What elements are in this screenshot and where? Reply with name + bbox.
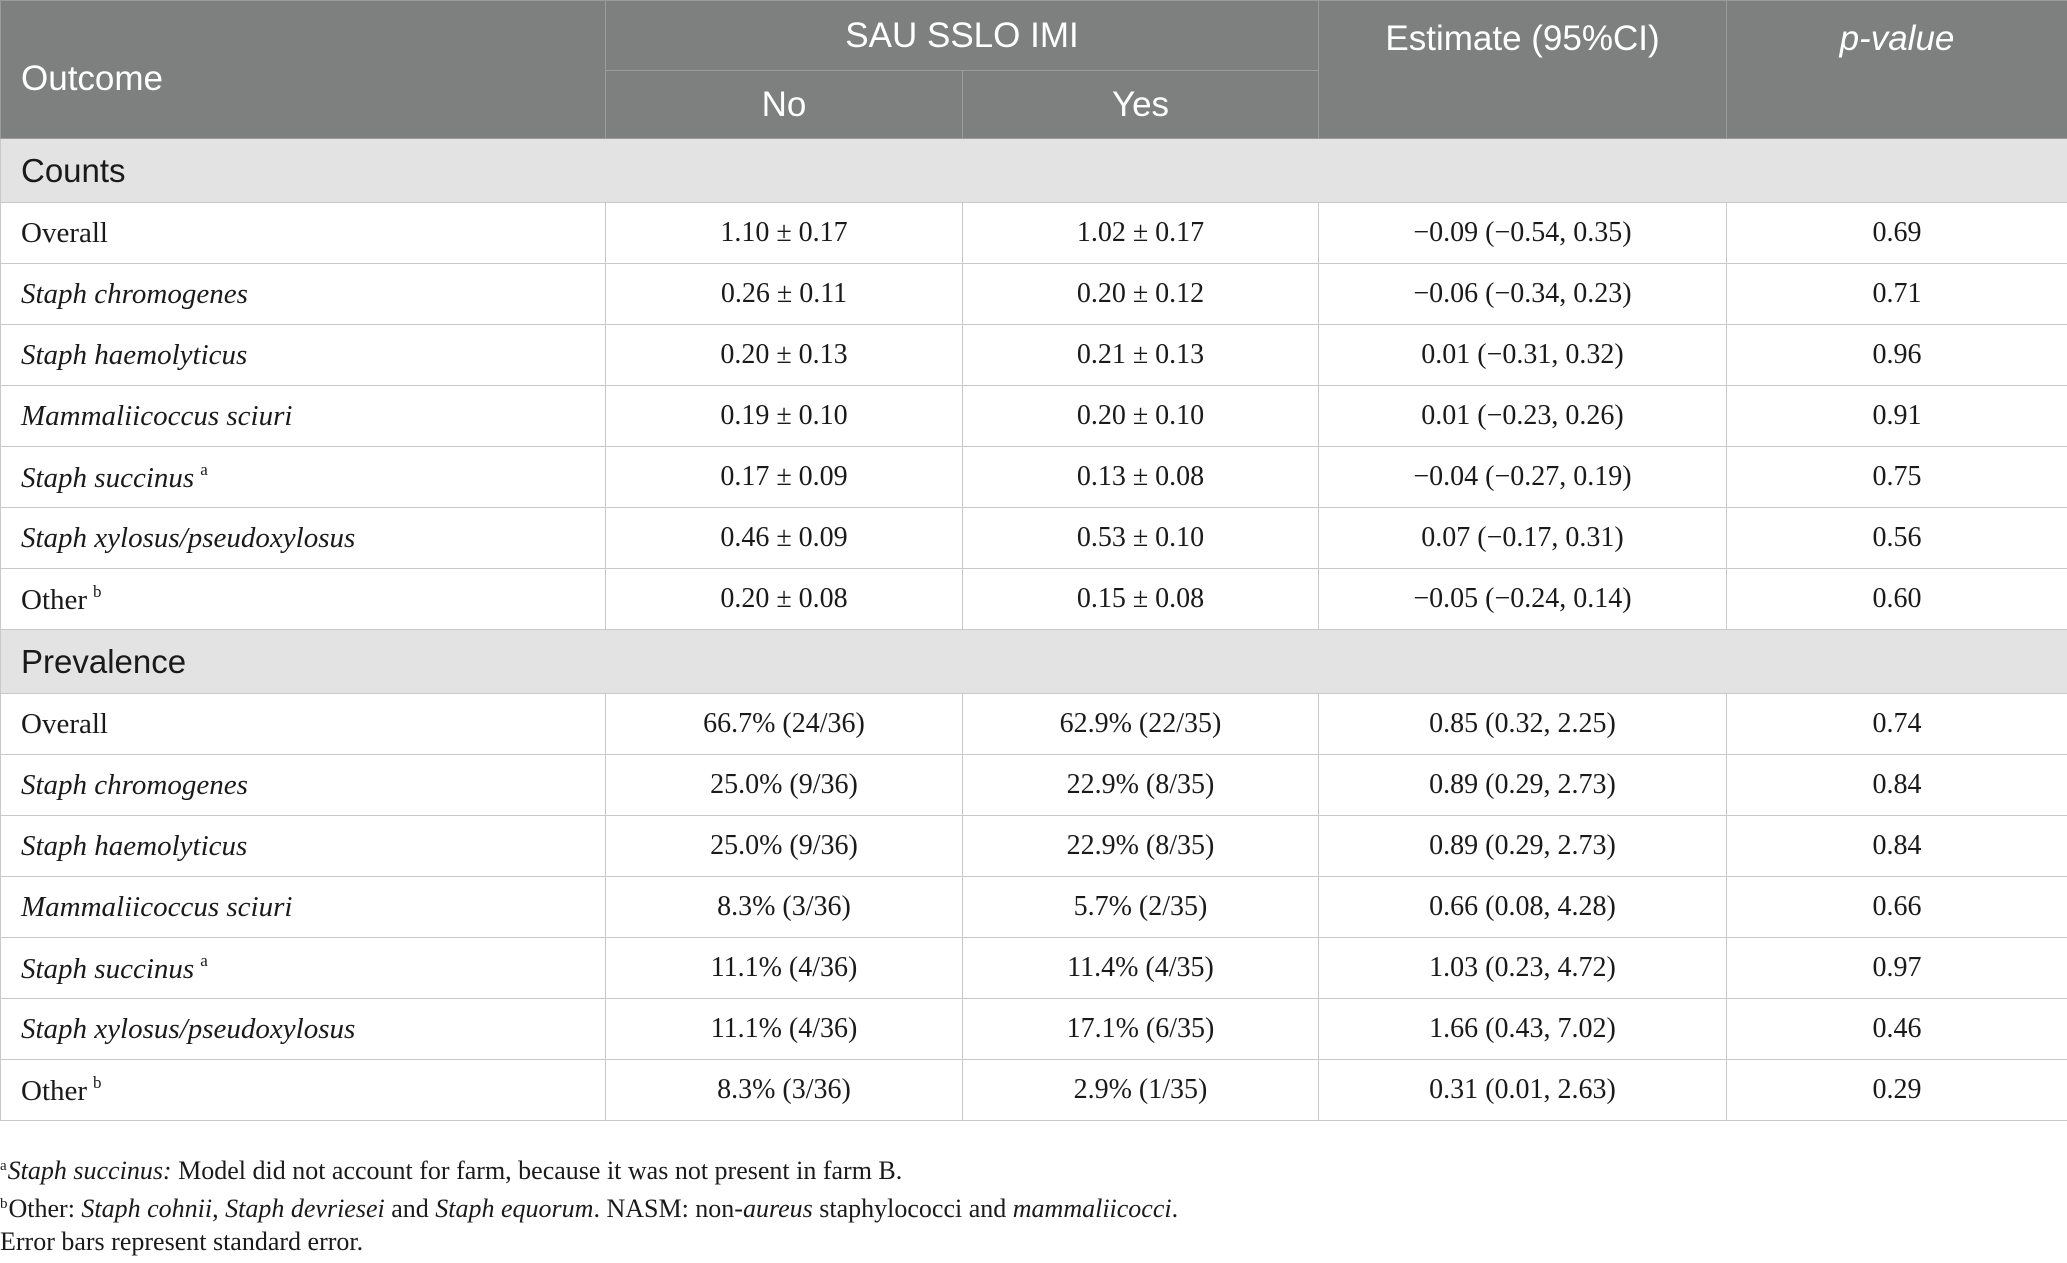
cell-yes: 0.20 ± 0.12 [963, 264, 1319, 325]
cell-estimate: −0.09 (−0.54, 0.35) [1319, 203, 1727, 264]
table-row [1, 877, 2067, 938]
header-yes: Yes [963, 71, 1319, 139]
header-pvalue: p-value [1727, 1, 2067, 139]
table-row [1, 569, 2067, 630]
table-row [1, 264, 2067, 325]
cell-yes: 62.9% (22/35) [963, 694, 1319, 755]
cell-yes: 11.4% (4/35) [963, 938, 1319, 999]
table-row [1, 694, 2067, 755]
footnote-marker: b [93, 1072, 102, 1092]
cell-estimate: −0.04 (−0.27, 0.19) [1319, 447, 1727, 508]
footnote-marker: a [200, 459, 208, 479]
footnote-a: $^a$Staph succinus: Model did not account for farm, because it was not present in farm B. [0, 1156, 903, 1185]
section-title: Counts [1, 139, 2067, 203]
table-row [1, 999, 2067, 1060]
cell-pvalue: 0.91 [1727, 386, 2067, 447]
cell-pvalue: 0.71 [1727, 264, 2067, 325]
cell-yes: 17.1% (6/35) [963, 999, 1319, 1060]
cell-yes: 0.53 ± 0.10 [963, 508, 1319, 569]
cell-pvalue: 0.97 [1727, 938, 2067, 999]
cell-yes: 22.9% (8/35) [963, 816, 1319, 877]
table-row [1, 203, 2067, 264]
cell-no: 0.46 ± 0.09 [606, 508, 963, 569]
cell-estimate: 0.31 (0.01, 2.63) [1319, 1060, 1727, 1121]
cell-no: 0.20 ± 0.13 [606, 325, 963, 386]
row-label: Overall [1, 694, 606, 755]
table-header [1, 1, 2067, 139]
table-row [1, 447, 2067, 508]
cell-no: 25.0% (9/36) [606, 755, 963, 816]
header-outcome: Outcome [1, 1, 606, 139]
footnotes [0, 1147, 1178, 1261]
cell-yes: 1.02 ± 0.17 [963, 203, 1319, 264]
cell-no: 0.26 ± 0.11 [606, 264, 963, 325]
row-label: Other $^b$ [1, 569, 606, 630]
row-label: Staph succinus $^a$ [1, 447, 606, 508]
header-estimate: Estimate (95%CI) [1319, 1, 1727, 139]
cell-estimate: −0.05 (−0.24, 0.14) [1319, 569, 1727, 630]
table-row [1, 325, 2067, 386]
row-label: Staph chromogenes [1, 755, 606, 816]
section-header [1, 630, 2067, 694]
cell-no: 0.17 ± 0.09 [606, 447, 963, 508]
footnote-marker: b [93, 581, 102, 601]
cell-no: 0.20 ± 0.08 [606, 569, 963, 630]
cell-pvalue: 0.74 [1727, 694, 2067, 755]
row-label: Other $^b$ [1, 1060, 606, 1121]
table-row [1, 755, 2067, 816]
cell-pvalue: 0.84 [1727, 816, 2067, 877]
table-row [1, 508, 2067, 569]
row-label: Mammaliicoccus sciuri [1, 877, 606, 938]
cell-yes: 0.13 ± 0.08 [963, 447, 1319, 508]
cell-yes: 5.7% (2/35) [963, 877, 1319, 938]
footnote-marker: a [200, 950, 208, 970]
cell-yes: 22.9% (8/35) [963, 755, 1319, 816]
cell-pvalue: 0.46 [1727, 999, 2067, 1060]
header-group: SAU SSLO IMI [606, 1, 1319, 71]
row-label: Staph xylosus/pseudoxylosus [1, 508, 606, 569]
table-row [1, 386, 2067, 447]
cell-estimate: 0.89 (0.29, 2.73) [1319, 755, 1727, 816]
footnote-c: Error bars represent standard error. [0, 1227, 364, 1256]
table-row [1, 1060, 2067, 1121]
cell-estimate: 0.66 (0.08, 4.28) [1319, 877, 1727, 938]
cell-yes: 0.21 ± 0.13 [963, 325, 1319, 386]
header-no: No [606, 71, 963, 139]
cell-pvalue: 0.66 [1727, 877, 2067, 938]
footnote-b: $^b$Other: Staph cohnii, Staph devriesei and Staph equorum. NASM: non-aureus staphylococci and mammaliicocci. [0, 1194, 1179, 1223]
cell-pvalue: 0.96 [1727, 325, 2067, 386]
row-label: Staph chromogenes [1, 264, 606, 325]
table-body [1, 139, 2067, 1121]
cell-pvalue: 0.56 [1727, 508, 2067, 569]
cell-estimate: 0.01 (−0.31, 0.32) [1319, 325, 1727, 386]
cell-pvalue: 0.84 [1727, 755, 2067, 816]
section-header [1, 139, 2067, 203]
row-label: Staph succinus $^a$ [1, 938, 606, 999]
cell-no: 1.10 ± 0.17 [606, 203, 963, 264]
cell-pvalue: 0.60 [1727, 569, 2067, 630]
cell-no: 8.3% (3/36) [606, 1060, 963, 1121]
cell-yes: 0.15 ± 0.08 [963, 569, 1319, 630]
cell-pvalue: 0.69 [1727, 203, 2067, 264]
cell-no: 11.1% (4/36) [606, 938, 963, 999]
cell-estimate: 0.89 (0.29, 2.73) [1319, 816, 1727, 877]
cell-no: 25.0% (9/36) [606, 816, 963, 877]
table-row [1, 816, 2067, 877]
cell-no: 0.19 ± 0.10 [606, 386, 963, 447]
cell-estimate: 0.01 (−0.23, 0.26) [1319, 386, 1727, 447]
row-label: Staph xylosus/pseudoxylosus [1, 999, 606, 1060]
cell-estimate: 0.07 (−0.17, 0.31) [1319, 508, 1727, 569]
cell-estimate: 0.85 (0.32, 2.25) [1319, 694, 1727, 755]
row-label: Staph haemolyticus [1, 325, 606, 386]
section-title: Prevalence [1, 630, 2067, 694]
cell-no: 11.1% (4/36) [606, 999, 963, 1060]
cell-yes: 0.20 ± 0.10 [963, 386, 1319, 447]
cell-pvalue: 0.75 [1727, 447, 2067, 508]
cell-no: 8.3% (3/36) [606, 877, 963, 938]
cell-no: 66.7% (24/36) [606, 694, 963, 755]
cell-estimate: 1.03 (0.23, 4.72) [1319, 938, 1727, 999]
row-label: Staph haemolyticus [1, 816, 606, 877]
cell-yes: 2.9% (1/35) [963, 1060, 1319, 1121]
cell-estimate: 1.66 (0.43, 7.02) [1319, 999, 1727, 1060]
row-label: Mammaliicoccus sciuri [1, 386, 606, 447]
table-row [1, 938, 2067, 999]
cell-pvalue: 0.29 [1727, 1060, 2067, 1121]
cell-estimate: −0.06 (−0.34, 0.23) [1319, 264, 1727, 325]
row-label: Overall [1, 203, 606, 264]
